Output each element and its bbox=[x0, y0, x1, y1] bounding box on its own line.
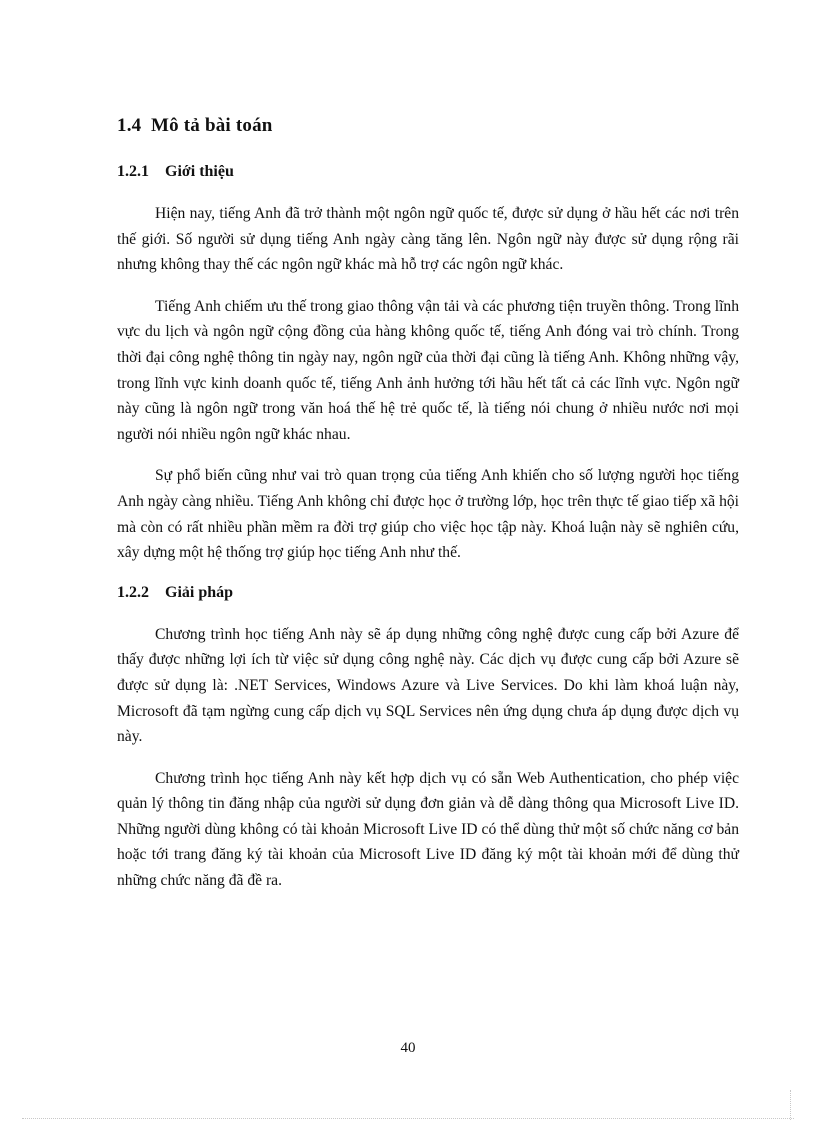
paragraph: Chương trình học tiếng Anh này kết hợp dịch vụ có sẵn Web Authentication, cho phép việc quản lý thông tin đăng nhập của người sử dụng đơn giản và dễ dàng thông qua Microsoft Live ID. Những người dùng không có tài khoản Microsoft Live ID có thể dùng thử một số chức năng cơ bản hoặc tới trang đăng ký tài khoản của Microsoft Live ID đăng ký một tài khoản mới để dùng thử những chức năng đã đề ra. bbox=[117, 769, 739, 890]
paragraph: Chương trình học tiếng Anh này sẽ áp dụng những công nghệ được cung cấp bởi Azure để thấy được những lợi ích từ việc sử dụng công nghệ này. Các dịch vụ được cung cấp bởi Azure sẽ được sử dụng là: .NET Services, Windows Azure và Live Services. Do khi làm khoá luận này, Microsoft đã tạm ngừng cung cấp dịch vụ SQL Services nên ứng dụng chưa áp dụng được dịch vụ này. bbox=[117, 625, 739, 746]
page-number: 40 bbox=[400, 1040, 416, 1056]
subsection-title: Giải pháp bbox=[165, 583, 234, 601]
page-bottom-border bbox=[22, 1118, 794, 1119]
paragraph: Sự phổ biến cũng như vai trò quan trọng của tiếng Anh khiến cho số lượng người học tiếng Anh ngày càng nhiều. Tiếng Anh không chỉ được học ở trường lớp, học trên thực tế giao tiếp xã hội mà còn có rất nhiều phần mềm ra đời trợ giúp cho việc học tập này. Khoá luận này sẽ nghiên cứu, xây dựng một hệ thống trợ giúp học tiếng Anh như thế. bbox=[117, 467, 739, 562]
section-title: Mô tả bài toán bbox=[151, 115, 273, 136]
section-heading bbox=[117, 113, 739, 139]
page-corner-border bbox=[790, 1090, 791, 1120]
subsection-number: 1.2.1 bbox=[117, 163, 149, 180]
subsection-heading-intro bbox=[117, 161, 739, 183]
subsection-number: 1.2.2 bbox=[117, 583, 149, 601]
subsection-title: Giới thiệu bbox=[165, 163, 234, 180]
paragraph: Tiếng Anh chiếm ưu thế trong giao thông vận tải và các phương tiện truyền thông. Trong lĩnh vực du lịch và ngôn ngữ cộng đồng của hàng không quốc tế, tiếng Anh đóng vai trò chính. Trong thời đại công nghệ thông tin ngày nay, ngôn ngữ của thời đại cũng là tiếng Anh. Không những vậy, trong lĩnh vực kinh doanh quốc tế, tiếng Anh ảnh hưởng tới hầu hết tất cả các lĩnh vực. Ngôn ngữ này cũng là ngôn ngữ trong văn hoá thế hệ trẻ quốc tế, là tiếng nói chung ở nhiều nước nơi mọi người nói nhiều ngôn ngữ khác nhau. bbox=[117, 297, 739, 443]
section-number: 1.4 bbox=[117, 115, 142, 136]
page-content bbox=[117, 113, 739, 910]
paragraph: Hiện nay, tiếng Anh đã trở thành một ngôn ngữ quốc tế, được sử dụng ở hầu hết các nơi trên thế giới. Số người sử dụng tiếng Anh ngày càng tăng lên. Ngôn ngữ này được sử dụng rộng rãi nhưng không thay thế các ngôn ngữ khác mà hỗ trợ các ngôn ngữ khác. bbox=[117, 205, 739, 274]
subsection-heading-solution bbox=[117, 582, 739, 604]
